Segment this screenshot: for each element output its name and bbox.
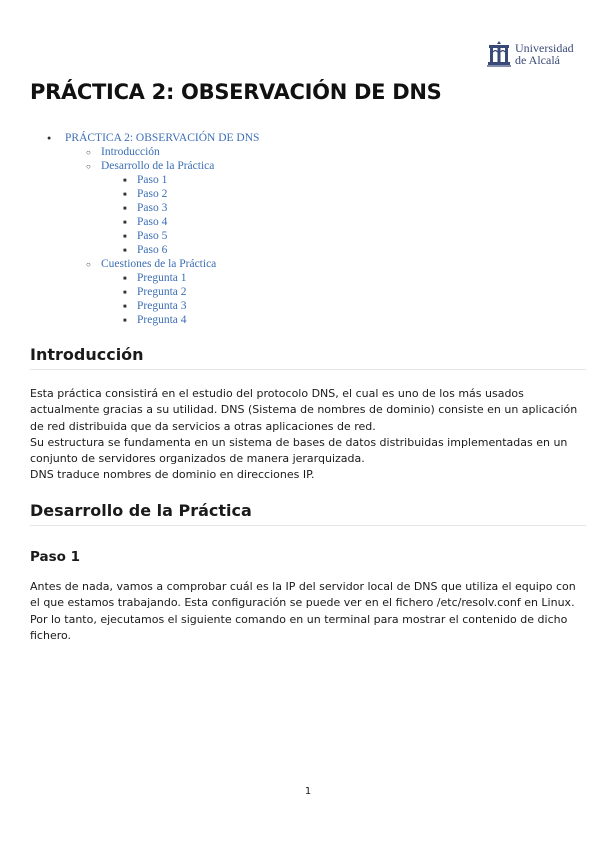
toc-link-paso-3[interactable]: Paso 3: [137, 202, 168, 214]
logo-line-2: de Alcalá: [515, 53, 560, 67]
toc-link-cuestiones[interactable]: Cuestiones de la Práctica: [101, 258, 217, 270]
logo-line-1: Universidad: [515, 40, 574, 55]
toc-item-paso: [101, 243, 259, 257]
toc-link-paso-6[interactable]: Paso 6: [137, 244, 168, 256]
toc-item-paso: [101, 173, 259, 187]
table-of-contents: [30, 131, 259, 327]
toc-item-pregunta: [101, 313, 259, 327]
toc-link-root[interactable]: PRÁCTICA 2: OBSERVACIÓN DE DNS: [65, 132, 260, 144]
page-title: PRÁCTICA 2: OBSERVACIÓN DE DNS: [30, 80, 442, 104]
university-crest-icon: [486, 40, 512, 68]
toc-item-root: [30, 131, 259, 327]
toc-item-cuestiones: [65, 257, 259, 327]
university-logo: [486, 40, 574, 68]
intro-heading: Introducción: [30, 345, 586, 370]
intro-line: conjunto de servidores organizados de manera jerarquizada.: [30, 452, 365, 466]
toc-link-paso-1[interactable]: Paso 1: [137, 174, 168, 186]
page-number: 1: [304, 786, 312, 797]
toc-link-paso-5[interactable]: Paso 5: [137, 230, 168, 242]
toc-link-pregunta-3[interactable]: Pregunta 3: [137, 300, 187, 312]
toc-link-desarrollo[interactable]: Desarrollo de la Práctica: [101, 160, 215, 172]
toc-link-pregunta-1[interactable]: Pregunta 1: [137, 272, 187, 284]
toc-item-pregunta: [101, 271, 259, 285]
toc-item-intro: [65, 145, 259, 159]
intro-paragraph: [30, 386, 586, 484]
intro-line: actualmente gracias a su utilidad. DNS (Sistema de nombres de dominio) consiste en un aplicación: [30, 403, 578, 417]
intro-line: Su estructura se fundamenta en un sistema de bases de datos distribuidas implementadas en un: [30, 435, 568, 449]
intro-line: Esta práctica consistirá en el estudio del protocolo DNS, el cual es uno de los más usados: [30, 387, 524, 400]
intro-line: DNS traduce nombres de dominio en direcciones IP.: [30, 468, 315, 482]
toc-link-paso-2[interactable]: Paso 2: [137, 188, 168, 200]
paso-1-line: el que estamos trabajando. Esta configuración se puede ver en el fichero /etc/resolv.conf en Linux.: [30, 596, 575, 610]
toc-item-desarrollo: [65, 159, 259, 257]
toc-item-pregunta: [101, 285, 259, 299]
toc-link-pregunta-2[interactable]: Pregunta 2: [137, 286, 187, 298]
toc-item-paso: [101, 187, 259, 201]
toc-link-paso-4[interactable]: Paso 4: [137, 216, 168, 228]
paso-1-paragraph: [30, 579, 586, 644]
paso-1-line: Antes de nada, vamos a comprobar cuál es la IP del servidor local de DNS que utiliza el equipo con: [30, 580, 576, 593]
toc-link-pregunta-4[interactable]: Pregunta 4: [137, 314, 187, 326]
toc-item-pregunta: [101, 299, 259, 313]
toc-item-paso: [101, 215, 259, 229]
intro-line: de red distribuida que da servicios a otras aplicaciones de red.: [30, 419, 376, 433]
toc-item-paso: [101, 201, 259, 215]
toc-link-intro[interactable]: Introducción: [101, 146, 160, 158]
paso-1-line: Por lo tanto, ejecutamos el siguiente comando en un terminal para mostrar el contenido de dicho: [30, 612, 568, 626]
toc-item-paso: [101, 229, 259, 243]
paso-1-line: fichero.: [30, 628, 72, 642]
paso-1-heading: Paso 1: [30, 549, 81, 565]
desarrollo-heading: Desarrollo de la Práctica: [30, 501, 586, 526]
